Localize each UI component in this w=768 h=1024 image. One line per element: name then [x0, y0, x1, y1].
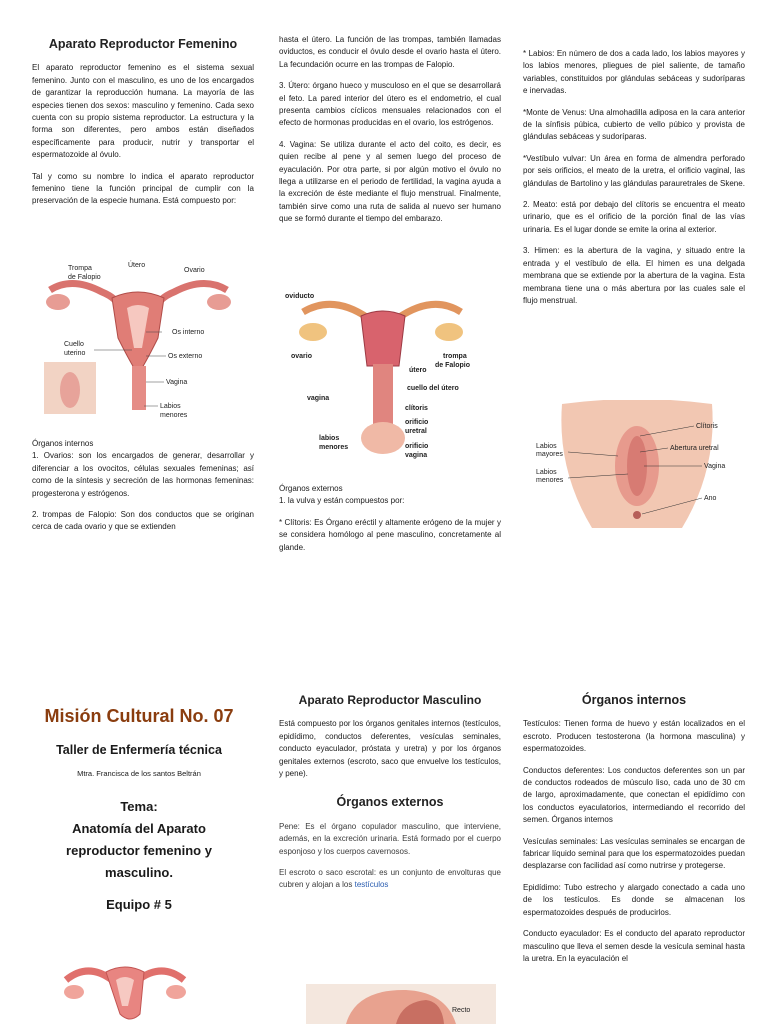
left-oviduct [303, 304, 368, 318]
anus-mark [633, 511, 641, 519]
label-vagina-orif: vagina [405, 452, 428, 459]
vulva-paragraph: 1. la vulva y están compuestos por: [279, 496, 405, 506]
male-internal-column [523, 694, 745, 974]
label-cuello-2: cuello del útero [407, 385, 459, 392]
female-intro-paragraph: El aparato reproductor femenino es el sistema sexual femenino. Junto con el masculino, es uno de los encargados de garantizar la reproducción humana. La mayoría de las especies tienen dos sexos: masculino y femenino. Cada sexo cuenta con su propio sistema reproductor. La estructura y la forma son diferentes, pero ambos están diseñados específicamente para producir, nutrir y transportar el espermatozoide al óvulo. [32, 63, 254, 160]
label-os-interno: Os interno [172, 329, 205, 336]
label-oviducto: oviducto [285, 293, 315, 300]
cover-subtitle: Taller de Enfermería técnica [56, 743, 222, 757]
label-utero-2: útero [409, 367, 427, 374]
label-clitoris-3: Clítoris [696, 423, 718, 430]
testicles-link[interactable]: testículos [354, 880, 389, 890]
label-clitoris-2: clítoris [405, 405, 428, 412]
label-orificio-vag: orificio [405, 443, 429, 450]
reproductive-tract-diagram [283, 288, 483, 466]
label-labios-menores-2: menores [536, 477, 564, 484]
uterus-paragraph: 3. Útero: órgano hueco y musculoso en el que se desarrollará el feto. La pared interior del útero es el endometrio, el cual presenta cambios cíclicos mensuales relacionados con el efecto de hormonas producidas en el ovario, los estrógenos. [279, 81, 501, 128]
right-oviduct [398, 304, 461, 318]
label-recto: Recto [452, 1007, 471, 1014]
cover-equipo: Equipo # 5 [106, 897, 172, 912]
vulva-diagram [532, 400, 742, 530]
right-ovary [207, 294, 231, 310]
left-ovary-2 [299, 323, 327, 341]
label-menores-2: menores [319, 444, 349, 451]
hymen-paragraph: 3. Himen: es la abertura de la vagina, y situado entre la entrada y el vestíbulo de ella. El himen es una delgada membrana que se extiende por la abertura de la vagina. Esta membrana tiene una o más abertura por las cuales sale el flujo menstrual. [523, 246, 745, 305]
label-trompa: Trompa [68, 265, 92, 272]
ovaries-paragraph: 1. Ovarios: son los encargados de generar, desarrollar y diferenciar a los ovocitos, células sexuales femeninas; así como de la síntesis y secreción de las hormonas femeninas: progesterona y estrógenos. [32, 451, 254, 498]
external-organs-column [279, 483, 501, 563]
label-ovario: Ovario [184, 267, 205, 274]
clitoris-paragraph: * Clítoris: Es Órgano eréctil y altamente erógeno de la mujer y se considera homólogo al pene masculino, concretamente al glande. [279, 517, 501, 552]
internal-organs-heading: Órganos internos [32, 439, 94, 448]
female-internal-column [32, 438, 254, 543]
label-orificio-2: orificio [405, 419, 429, 426]
cover-tema-line-1: Anatomía del Aparato [72, 821, 206, 836]
vestibule-paragraph: *Vestíbulo vulvar: Un área en forma de almendra perforado por seis orificios, el meato de la uretra, el orificio vaginal, las glándulas de Bartolino y las glándulas parauretrales de Skene. [523, 153, 745, 188]
female-section-title: Aparato Reproductor Femenino [48, 37, 238, 51]
label-labios-menores-1: Labios [536, 469, 557, 476]
label-ano-3: Ano [704, 495, 717, 502]
seminal-vesicles-paragraph: Vesículas seminales: Las vesículas seminales se encargan de fabricar líquido seminal para que los espermatozoides puedan desplazarse con facilidad así como nutrirse y protegerse. [523, 836, 745, 871]
label-labios-mayores-1: Labios [536, 443, 557, 450]
cover-tema-line-3: masculino. [105, 865, 173, 880]
vulva-2 [361, 422, 405, 454]
meatus-paragraph: 2. Meato: está por debajo del clítoris se encuentra el meato urinario, que es el orificio de la porción final de las vías urinaria. Es el lugar donde se emite la orina al exterior. [523, 200, 745, 234]
cover-panel [32, 706, 246, 916]
label-labios: Labios [160, 403, 181, 410]
label-de-falopio-2: de Falopio [435, 362, 470, 369]
scrotum-paragraph: El escroto o saco escrotal: es un conjunto de envolturas que cubren y alojan a los testículos [279, 868, 501, 890]
label-labios-2: labios [319, 435, 340, 442]
cover-teacher: Mtra. Francisca de los santos Beltrán [77, 769, 201, 778]
male-section-title: Aparato Reproductor Masculino [298, 693, 482, 707]
label-utero: Útero [128, 262, 146, 269]
uterus-2 [361, 311, 405, 366]
label-vagina-3: Vagina [704, 463, 726, 470]
female-column-2 [279, 34, 501, 235]
cover-tema-line-2: reproductor femenino y [66, 843, 212, 858]
labia-paragraph: * Labios: En número de dos a cada lado, los labios mayores y los labios menores, pliegues de piel saliente, de tamaño variables, constituidos por glándulas sebáceas y sudoríparas e inervadas. [523, 49, 745, 96]
left-ovary [46, 294, 70, 310]
vagina-paragraph: 4. Vagina: Se utiliza durante el acto del coito, es decir, es quien recibe al pene y al semen luego del proceso de eyaculación. Por otra parte, si por algún motivo el óvulo no llega a utilizarse en el periodo de fertilidad, la vagina ayuda a la excreción de éste mediante el flujo menstrual. Finalmente, también sirve como una ruta de salida al nuevo ser humano que se formó durante el tiempo del embarazo. [279, 139, 501, 224]
male-intro-paragraph: Está compuesto por los órganos genitales internos (testículos, epidídimo, conductos deferentes, vesículas seminales, conducto eyaculador, próstata y uretra) y por los órganos genitales externos (escroto, saco que envuelve los testículos, y pene). [279, 719, 501, 779]
female-intro-column [32, 38, 254, 217]
cover-title: Misión Cultural No. 07 [44, 706, 234, 726]
cover-uterus-image [60, 958, 190, 1024]
label-menores: menores [160, 412, 188, 419]
vulva-inset-shape [60, 372, 80, 408]
label-vagina: Vagina [166, 379, 188, 386]
right-ovary-2 [435, 323, 463, 341]
penis-paragraph: Pene: Es el órgano copulador masculino, que interviene, además, en la excreción urinaria. Está formado por el cuerpo esponjoso y los cuerpos cavernosos. [279, 821, 501, 856]
label-de-falopio: de Falopio [68, 274, 101, 281]
ejaculatory-duct-paragraph: Conducto eyaculador: Es el conducto del aparato reproductor masculino que lleva el semen desde la vesícula seminal hasta la uretra. En la eyaculación el [523, 929, 745, 963]
fallopian-paragraph: 2. trompas de Falopio: Son dos conductos que se originan cerca de cada ovario y que se extienden [32, 510, 254, 532]
vas-deferens-paragraph: Conductos deferentes: Los conductos deferentes son un par de conductos rodeados de músculo liso, cada uno de 30 cm de largo, aproximadamente, que conectan el epidídimo con los conductos eyaculatorios, intermediando el recorrido del semen. Órganos internos [523, 765, 745, 825]
uterus-diagram [32, 258, 252, 428]
label-trompa-2: trompa [443, 353, 467, 360]
label-ovario-2: ovario [291, 353, 313, 360]
label-os-externo: Os externo [168, 353, 203, 360]
cover-tema-label: Tema: [120, 799, 158, 814]
testicles-paragraph: Testículos: Tienen forma de huevo y están localizados en el escroto. Producen testosterona (la hormona masculina) y espermatozoides. [523, 719, 745, 754]
female-column-3 [523, 48, 745, 316]
tubes-continued-paragraph: hasta el útero. La función de las trompas, también llamadas oviductos, es conducir el óvulo desde el ovario hasta el útero. La fecundación ocurre en las trompas de Falopio. [279, 35, 501, 69]
female-composition-paragraph: Tal y como su nombre lo indica el aparato reproductor femenino tiene la función principal de cumplir con la preservación de la especie humana. Está compuesto por: [32, 171, 254, 206]
male-anatomy-image [306, 984, 496, 1024]
external-organs-title: Órganos externos [336, 795, 444, 810]
label-labios-mayores-2: mayores [536, 451, 563, 458]
mons-paragraph: *Monte de Venus: Una almohadilla adiposa en la cara anterior de la sínfisis púbica, cubierto de vello púbico y provista de glándulas sebáceas y sudoríparas. [523, 107, 745, 142]
label-abertura-3: Abertura uretral [670, 445, 719, 452]
vagina-canal [132, 366, 146, 410]
label-cuello: Cuello [64, 341, 84, 348]
label-uterino: uterino [64, 350, 86, 357]
label-uretral-2: uretral [405, 428, 427, 435]
internal-organs-title: Órganos internos [581, 693, 687, 707]
epididymis-paragraph: Epidídimo: Tubo estrecho y alargado conectado a cada uno de los testículos. Es donde se almacenan los espermatozoides después de producirlos. [523, 882, 745, 917]
external-organs-heading: Órganos externos [279, 484, 343, 493]
male-intro-column [279, 694, 501, 901]
label-vagina-2: vagina [307, 395, 330, 402]
